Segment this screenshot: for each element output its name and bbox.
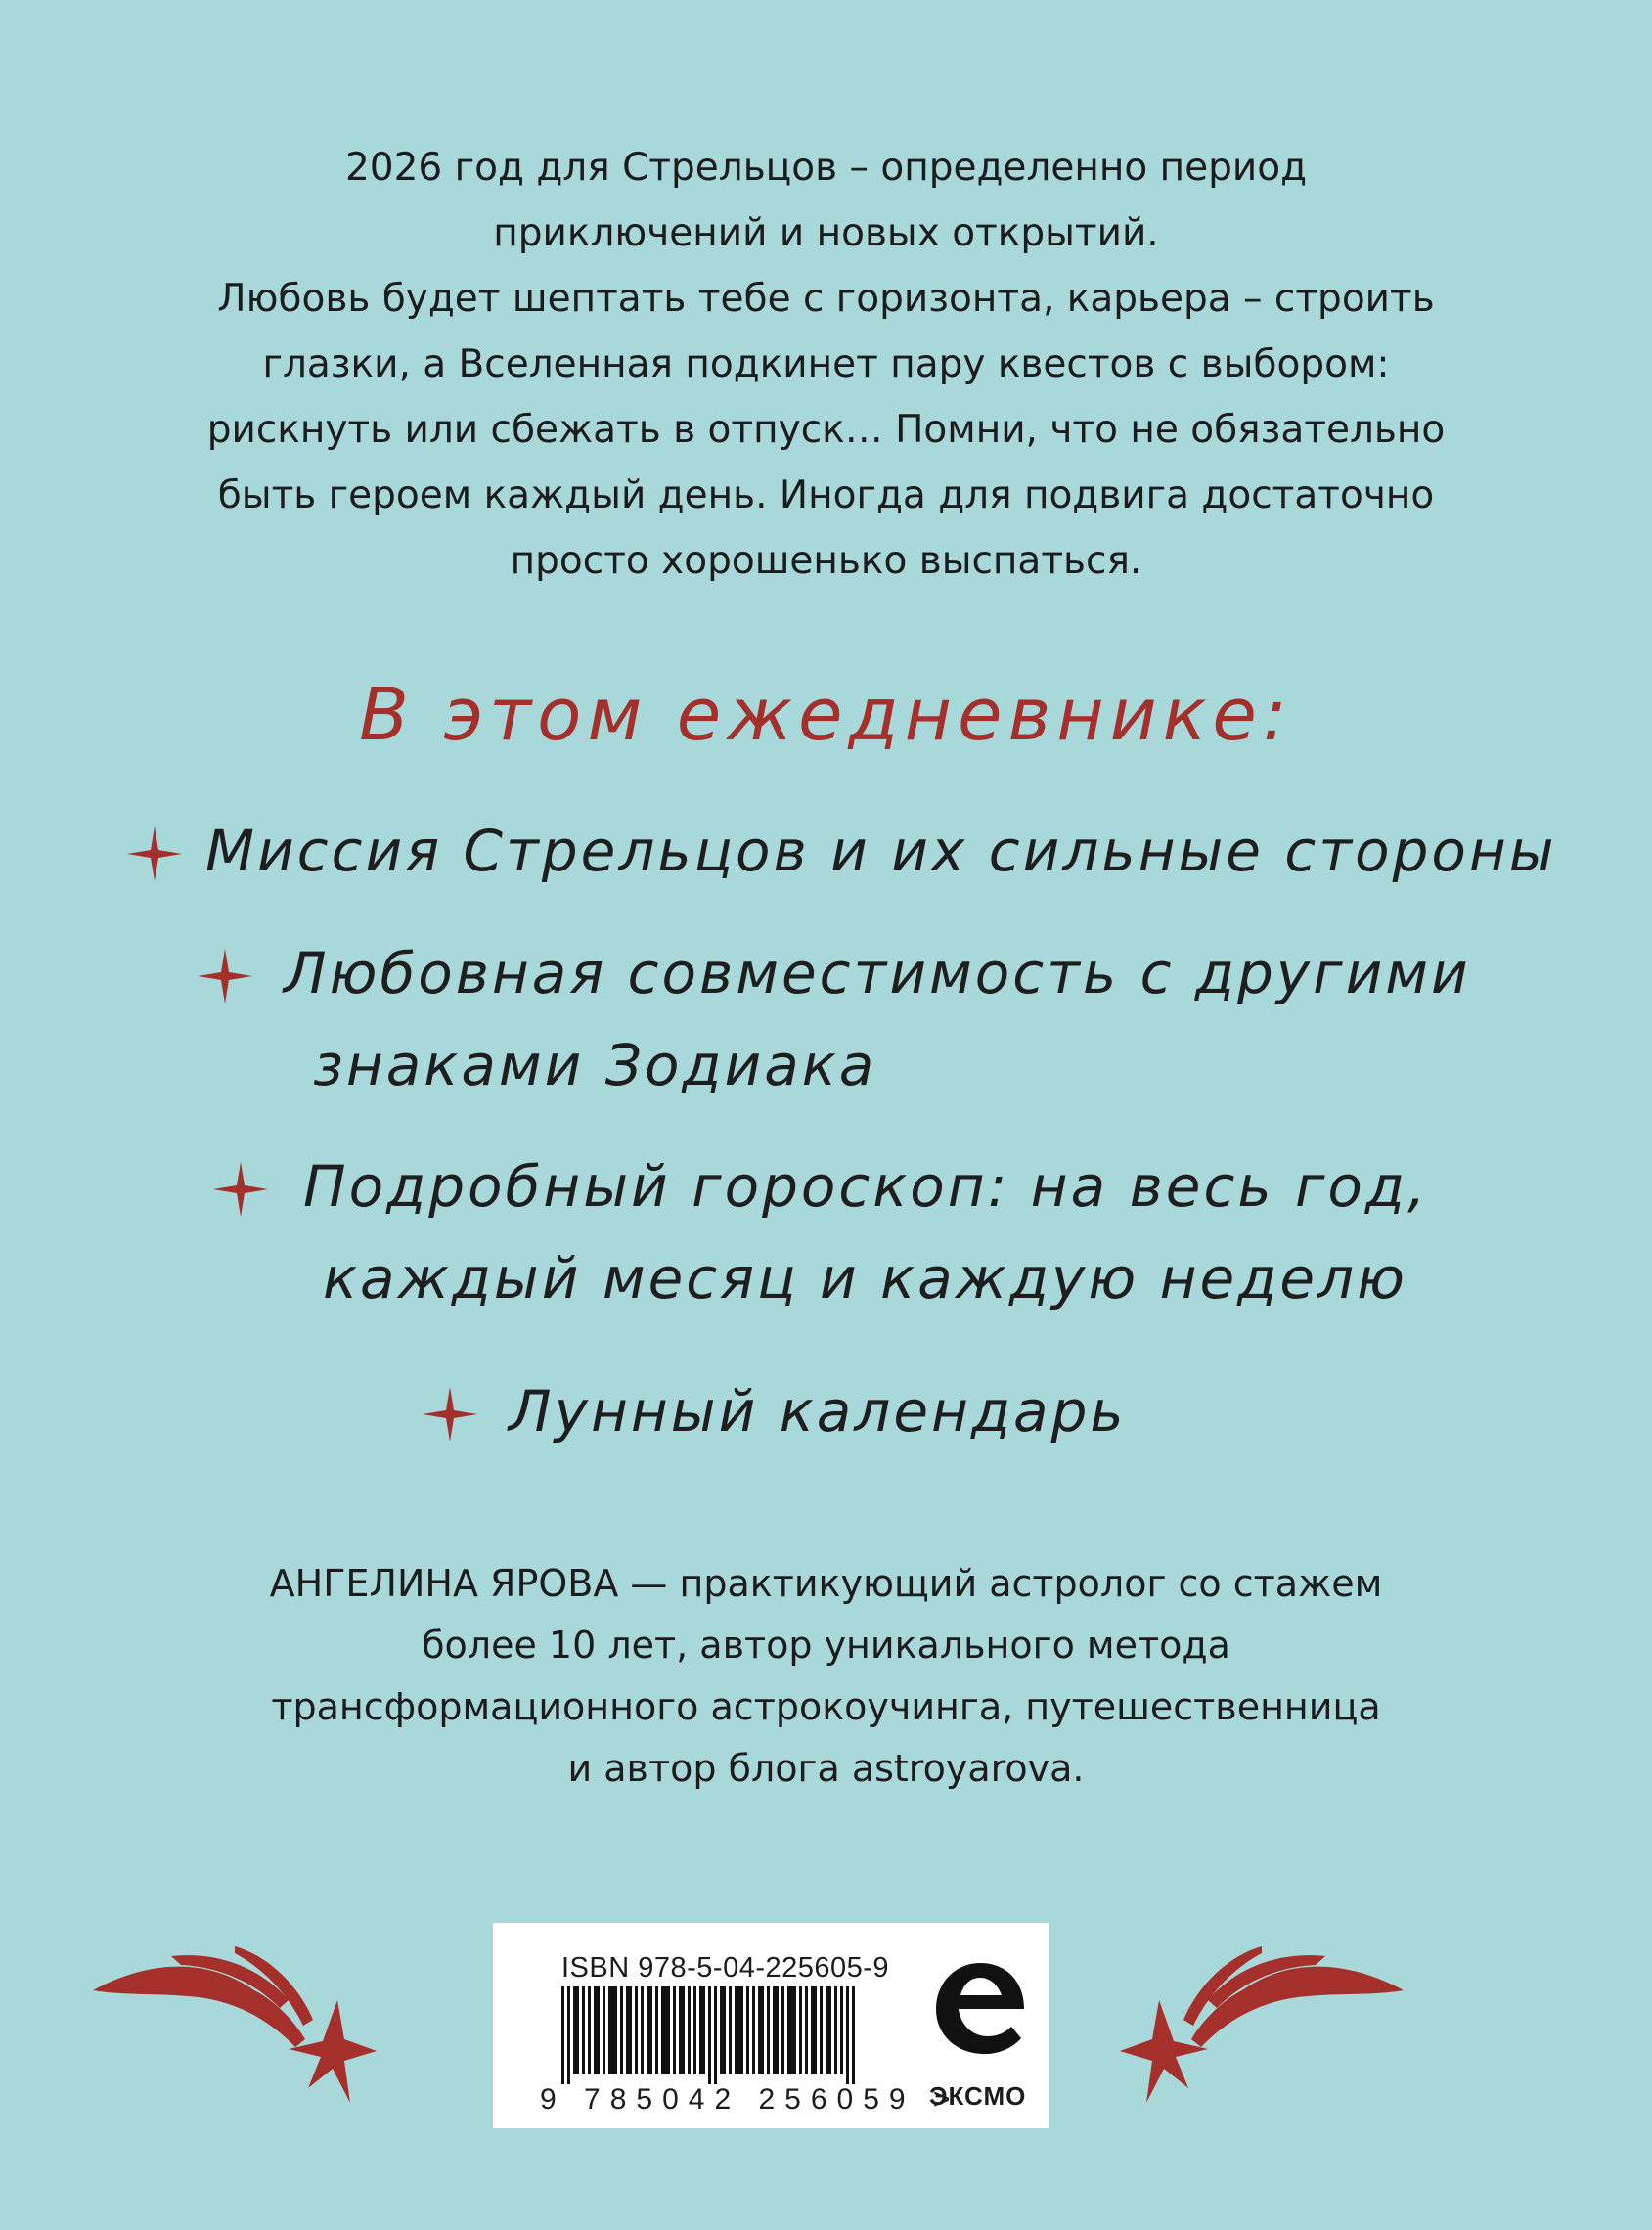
intro-line: глазки, а Вселенная подкинет пару квестов с выбором: (262, 342, 1390, 386)
feature-line: Миссия Стрельцов и их сильные стороны (205, 818, 1557, 884)
intro-paragraph (117, 135, 1535, 594)
publisher-name: ЭКСМО (929, 2081, 1027, 2111)
intro-line: приключений и новых открытий. (493, 211, 1159, 255)
four-point-star-icon (213, 1162, 268, 1217)
four-point-star-icon (198, 949, 252, 1004)
author-bio (117, 1553, 1535, 1800)
feature-item (205, 805, 1557, 897)
intro-line: 2026 год для Стрельцов – определенно период (344, 146, 1308, 190)
bio-line: и автор блога astroyarova. (567, 1747, 1085, 1790)
isbn-label: ISBN 978-5-04-225605-9 (561, 1952, 890, 1984)
feature-line: каждый месяц и каждую неделю (323, 1245, 1407, 1312)
eksmo-logo-icon (931, 1958, 1029, 2066)
intro-line: быть героем каждый день. Иногда для подвига достаточно (217, 473, 1435, 517)
bio-line: трансформационного астрокоучинга, путешественница (271, 1685, 1381, 1728)
feature-item (303, 1140, 1428, 1324)
bio-line: АНГЕЛИНА ЯРОВА — практикующий астролог со стажем (269, 1562, 1383, 1605)
intro-line: просто хорошенько выспаться. (510, 539, 1142, 583)
bio-line: более 10 лет, автор уникального метода (422, 1624, 1230, 1667)
comet-star-icon (1115, 1941, 1408, 2118)
intro-line: Любовь будет шептать тебе с горизонта, карьера – строить (217, 277, 1435, 321)
barcode-panel (493, 1923, 1049, 2128)
four-point-star-icon (423, 1387, 477, 1442)
four-point-star-icon (127, 826, 182, 881)
intro-line: рискнуть или сбежать в отпуск… Помни, что не обязательно (206, 408, 1446, 452)
feature-item (509, 1365, 1127, 1457)
feature-line: Подробный гороскоп: на весь год, (303, 1153, 1429, 1220)
feature-line: Любовная совместимость с другими (284, 940, 1471, 1006)
comet-star-icon (88, 1941, 381, 2118)
features-heading: В этом ежедневнике: (359, 673, 1293, 757)
barcode-digits: 9 785042 256059 > (540, 2083, 960, 2116)
feature-item (284, 927, 1471, 1111)
barcode-icon (561, 1986, 865, 2084)
feature-line: Лунный календарь (509, 1378, 1127, 1445)
feature-line: знаками Зодиака (313, 1032, 877, 1098)
